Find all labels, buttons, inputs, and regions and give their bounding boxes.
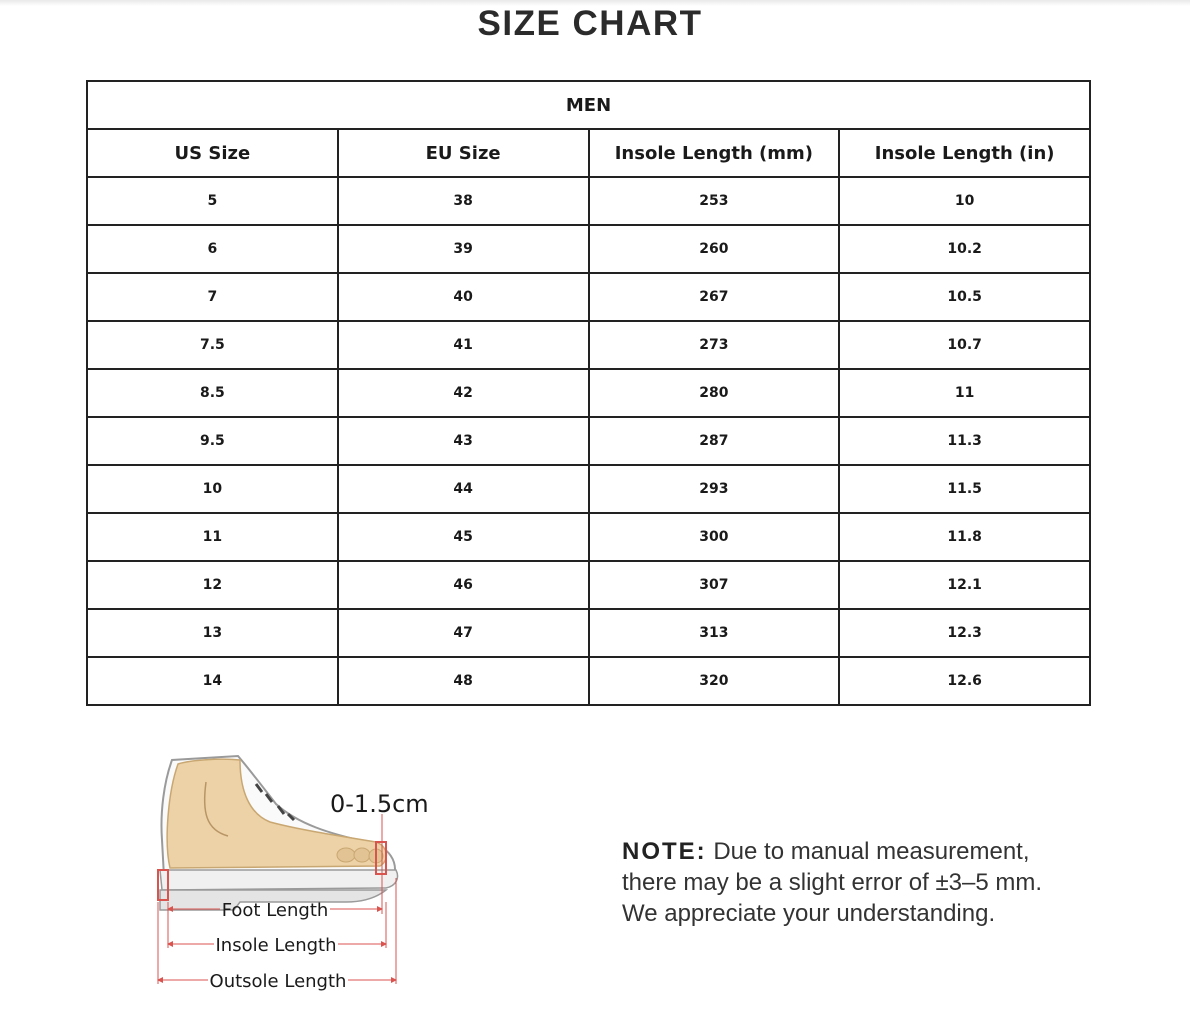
note-label: NOTE: xyxy=(622,838,707,865)
measurement-note xyxy=(622,836,1142,929)
table-row xyxy=(87,561,1090,609)
table-row xyxy=(87,225,1090,273)
gap-label: 0-1.5cm xyxy=(330,790,429,818)
insole-mm-cell: 253 xyxy=(589,177,840,225)
note-text-line1: Due to manual measurement, xyxy=(706,838,1030,865)
column-header: EU Size xyxy=(338,129,589,177)
insole-in-cell: 11.5 xyxy=(839,465,1090,513)
eu-size-cell: 48 xyxy=(338,657,589,705)
insole-mm-cell: 260 xyxy=(589,225,840,273)
eu-size-cell: 47 xyxy=(338,609,589,657)
table-row xyxy=(87,609,1090,657)
table-row xyxy=(87,657,1090,705)
midsole xyxy=(160,870,398,890)
us-size-cell: 5 xyxy=(87,177,338,225)
eu-size-cell: 44 xyxy=(338,465,589,513)
page-title: SIZE CHART xyxy=(477,4,703,43)
us-size-cell: 13 xyxy=(87,609,338,657)
us-size-cell: 6 xyxy=(87,225,338,273)
table-row xyxy=(87,321,1090,369)
insole-mm-cell: 320 xyxy=(589,657,840,705)
insole-mm-cell: 273 xyxy=(589,321,840,369)
insole-length-label: Insole Length xyxy=(215,935,337,956)
section-header: MEN xyxy=(87,81,1090,129)
us-size-cell: 11 xyxy=(87,513,338,561)
insole-mm-cell: 300 xyxy=(589,513,840,561)
eu-size-cell: 45 xyxy=(338,513,589,561)
table-body xyxy=(87,177,1090,705)
column-header: US Size xyxy=(87,129,338,177)
us-size-cell: 8.5 xyxy=(87,369,338,417)
insole-mm-cell: 280 xyxy=(589,369,840,417)
us-size-cell: 14 xyxy=(87,657,338,705)
foot-measurement-diagram xyxy=(150,752,450,992)
section-row xyxy=(87,81,1090,129)
foot-length-label: Foot Length xyxy=(221,900,329,921)
us-size-cell: 12 xyxy=(87,561,338,609)
size-table xyxy=(86,80,1091,706)
insole-mm-cell: 267 xyxy=(589,273,840,321)
insole-mm-cell: 287 xyxy=(589,417,840,465)
column-header: Insole Length (mm) xyxy=(589,129,840,177)
us-size-cell: 9.5 xyxy=(87,417,338,465)
column-header: Insole Length (in) xyxy=(839,129,1090,177)
note-text-line3: We appreciate your understanding. xyxy=(622,900,996,927)
header-row xyxy=(87,129,1090,177)
insole-mm-cell: 293 xyxy=(589,465,840,513)
insole-in-cell: 10.7 xyxy=(839,321,1090,369)
table-row xyxy=(87,273,1090,321)
insole-in-cell: 12.6 xyxy=(839,657,1090,705)
insole-in-cell: 12.3 xyxy=(839,609,1090,657)
insole-in-cell: 11.3 xyxy=(839,417,1090,465)
eu-size-cell: 40 xyxy=(338,273,589,321)
eu-size-cell: 41 xyxy=(338,321,589,369)
table-row xyxy=(87,465,1090,513)
table-row xyxy=(87,417,1090,465)
insole-mm-cell: 313 xyxy=(589,609,840,657)
insole-in-cell: 11 xyxy=(839,369,1090,417)
insole-in-cell: 12.1 xyxy=(839,561,1090,609)
eu-size-cell: 39 xyxy=(338,225,589,273)
eu-size-cell: 46 xyxy=(338,561,589,609)
insole-in-cell: 10 xyxy=(839,177,1090,225)
insole-in-cell: 10.5 xyxy=(839,273,1090,321)
us-size-cell: 7.5 xyxy=(87,321,338,369)
us-size-cell: 7 xyxy=(87,273,338,321)
insole-mm-cell: 307 xyxy=(589,561,840,609)
outsole-length-label: Outsole Length xyxy=(209,971,347,992)
eu-size-cell: 43 xyxy=(338,417,589,465)
insole-in-cell: 10.2 xyxy=(839,225,1090,273)
us-size-cell: 10 xyxy=(87,465,338,513)
table-row xyxy=(87,369,1090,417)
table-row xyxy=(87,177,1090,225)
insole-in-cell: 11.8 xyxy=(839,513,1090,561)
eu-size-cell: 42 xyxy=(338,369,589,417)
table-row xyxy=(87,513,1090,561)
note-text-line2: there may be a slight error of ±3–5 mm. xyxy=(622,869,1043,896)
eu-size-cell: 38 xyxy=(338,177,589,225)
